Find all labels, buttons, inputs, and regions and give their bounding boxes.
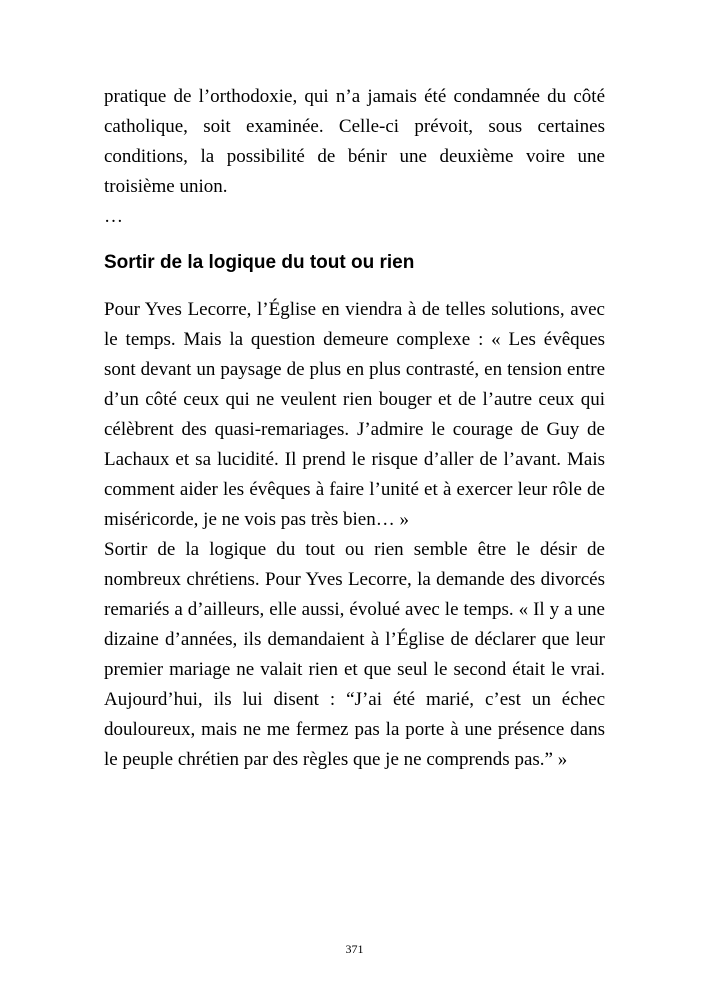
paragraph: pratique de l’orthodoxie, qui n’a jamais été condamnée du côté catholique, soit examinée. Celle-ci prévoit, sous certaines conditions, la possibilité de bénir une deuxième voire une troisième union.	[104, 86, 605, 197]
paragraph: Sortir de la logique du tout ou rien semble être le désir de nombreux chrétiens. Pour Yves Lecorre, la demande des divorcés remariés a d’ailleurs, elle aussi, évolué avec le temps. « Il y a une dizaine d’années, ils demandaient à l’Église de déclarer que leur premier mariage ne valait rien et que seul le second était le vrai. Aujourd’hui, ils lui disent : “J’ai été marié, c’est un échec douloureux, mais ne me fermez pas la porte à une présence dans le peuple chrétien par des règles que je ne comprends pas.” »	[104, 539, 605, 770]
paragraph: Pour Yves Lecorre, l’Église en viendra à de telles solutions, avec le temps. Mais la question demeure complexe : « Les évêques sont devant un paysage de plus en plus contrasté, en tension entre d’un côté ceux qui ne veulent rien bouger et de l’autre ceux qui célèbrent des quasi-remariages. J’admire le courage de Guy de Lachaux et sa lucidité. Il prend le risque d’aller de l’avant. Mais comment aider les évêques à faire l’unité et à exercer leur rôle de miséricorde, je ne vois pas très bien… »	[104, 299, 605, 530]
section-heading: Sortir de la logique du tout ou rien	[104, 252, 415, 273]
page-content	[104, 82, 605, 775]
page-number: 371	[345, 942, 364, 956]
ellipsis-line: …	[104, 206, 123, 227]
